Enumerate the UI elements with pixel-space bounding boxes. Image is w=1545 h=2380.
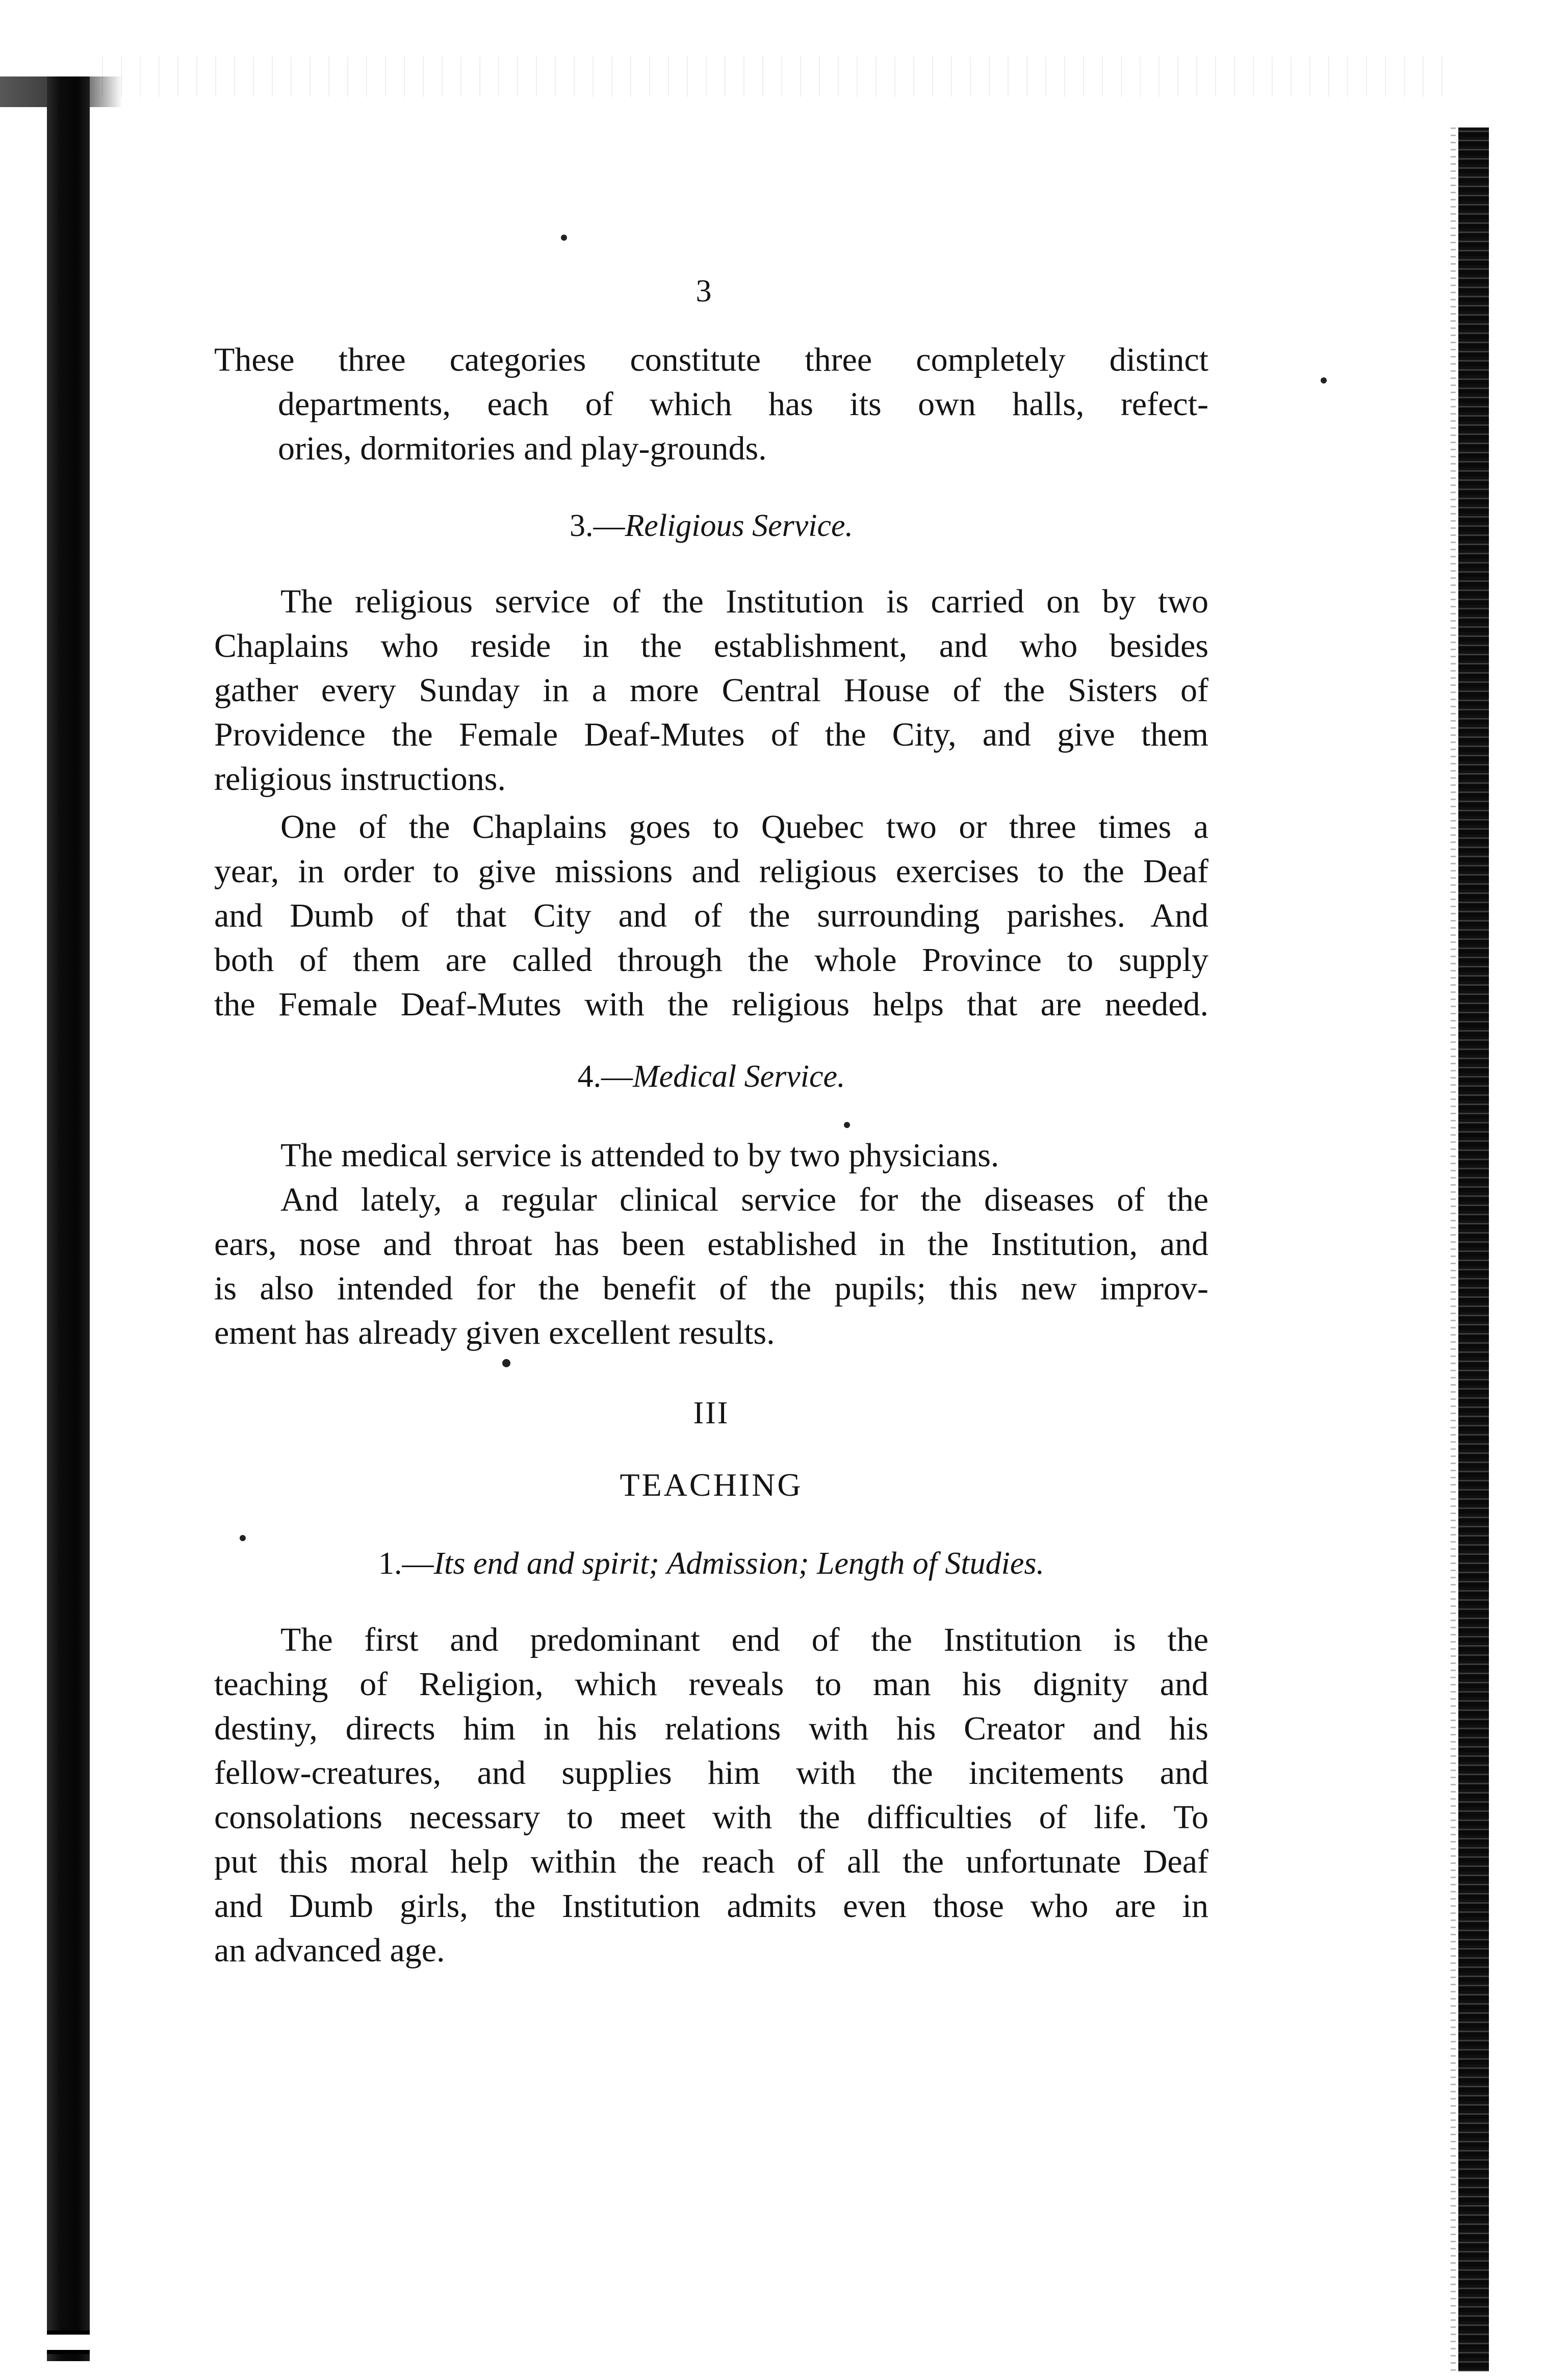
text-line: gather every Sunday in a more Central House of the Sisters of	[214, 672, 1208, 709]
text-line: fellow-creatures, and supplies him with the incitements and	[214, 1754, 1208, 1792]
medical-paragraph-1	[214, 1133, 1208, 1178]
text-line: religious instructions.	[214, 760, 506, 798]
text-line: the Female Deaf-Mutes with the religious helps that are needed.	[214, 986, 1208, 1023]
text-line: The religious service of the Institution is carried on by two	[280, 583, 1208, 620]
text-line: an advanced age.	[214, 1932, 445, 1969]
section-heading-end-and-spirit	[214, 1548, 1208, 1579]
scan-binding-clip	[47, 2331, 90, 2354]
text-line: consolations necessary to meet with the difficulties of life. To	[214, 1799, 1208, 1836]
text-line: Providence the Female Deaf-Mutes of the City, and give them	[214, 716, 1208, 753]
section-number: 4.—	[577, 1059, 633, 1094]
text-line: teaching of Religion, which reveals to man his dignity and	[214, 1666, 1208, 1703]
text-line: The first and predominant end of the Institution is the	[280, 1621, 1208, 1658]
text-line: departments, each of which has its own halls, refect-	[278, 386, 1208, 423]
section-title: Medical Service.	[632, 1059, 845, 1094]
text-line: both of them are called through the whole Province to supply	[214, 941, 1208, 979]
scan-speck	[561, 235, 567, 241]
text-line: put this moral help within the reach of all the unfortunate Deaf	[214, 1843, 1208, 1880]
scan-speck	[844, 1122, 850, 1128]
teaching-paragraph-1	[214, 1618, 1208, 1973]
scan-edge-shading-right	[1451, 127, 1456, 2371]
text-line: is also intended for the benefit of the pupils; this new improv-	[214, 1270, 1208, 1307]
section-heading-medical-service	[214, 1061, 1208, 1092]
text-line: And lately, a regular clinical service for the diseases of the	[280, 1181, 1208, 1218]
medical-paragraph-2	[214, 1178, 1208, 1355]
text-line: One of the Chaplains goes to Quebec two or three times a	[280, 808, 1208, 846]
intro-paragraph	[214, 338, 1208, 471]
scan-speck	[1321, 377, 1327, 383]
section-heading-religious-service	[214, 510, 1208, 542]
text-line: These three categories constitute three completely distinct	[214, 341, 1208, 378]
scan-speck	[502, 1359, 510, 1367]
text-line: ement has already given excellent results.	[214, 1314, 775, 1351]
section-number: 1.—	[378, 1546, 434, 1581]
text-line: destiny, directs him in his relations with his Creator and his	[214, 1710, 1208, 1747]
section-title: Its end and spirit; Admission; Length of Studies.	[433, 1546, 1045, 1581]
religious-paragraph-2	[214, 805, 1208, 1027]
text-line: and Dumb of that City and of the surrounding parishes. And	[214, 897, 1208, 934]
text-line: Chaplains who reside in the establishment, and who besides	[214, 627, 1208, 664]
part-numeral: III	[693, 1396, 730, 1430]
text-line: ories, dormitories and play-grounds.	[278, 430, 767, 467]
scan-binding-edge-right	[1458, 127, 1489, 2371]
page-number: 3	[696, 274, 712, 309]
text-line: year, in order to give missions and religious exercises to the Deaf	[214, 853, 1208, 890]
religious-paragraph-1	[214, 579, 1208, 801]
part-title: TEACHING	[620, 1467, 803, 1503]
section-title: Religious Service.	[625, 508, 854, 543]
scan-speck	[240, 1535, 246, 1541]
scan-binding-edge-left	[47, 76, 90, 2361]
scan-noise-top	[102, 56, 1458, 97]
text-line: ears, nose and throat has been established in the Institution, and	[214, 1225, 1208, 1263]
text-line: and Dumb girls, the Institution admits even those who are in	[214, 1887, 1208, 1925]
section-number: 3.—	[569, 508, 625, 543]
text-line: The medical service is attended to by two physicians.	[280, 1137, 999, 1174]
